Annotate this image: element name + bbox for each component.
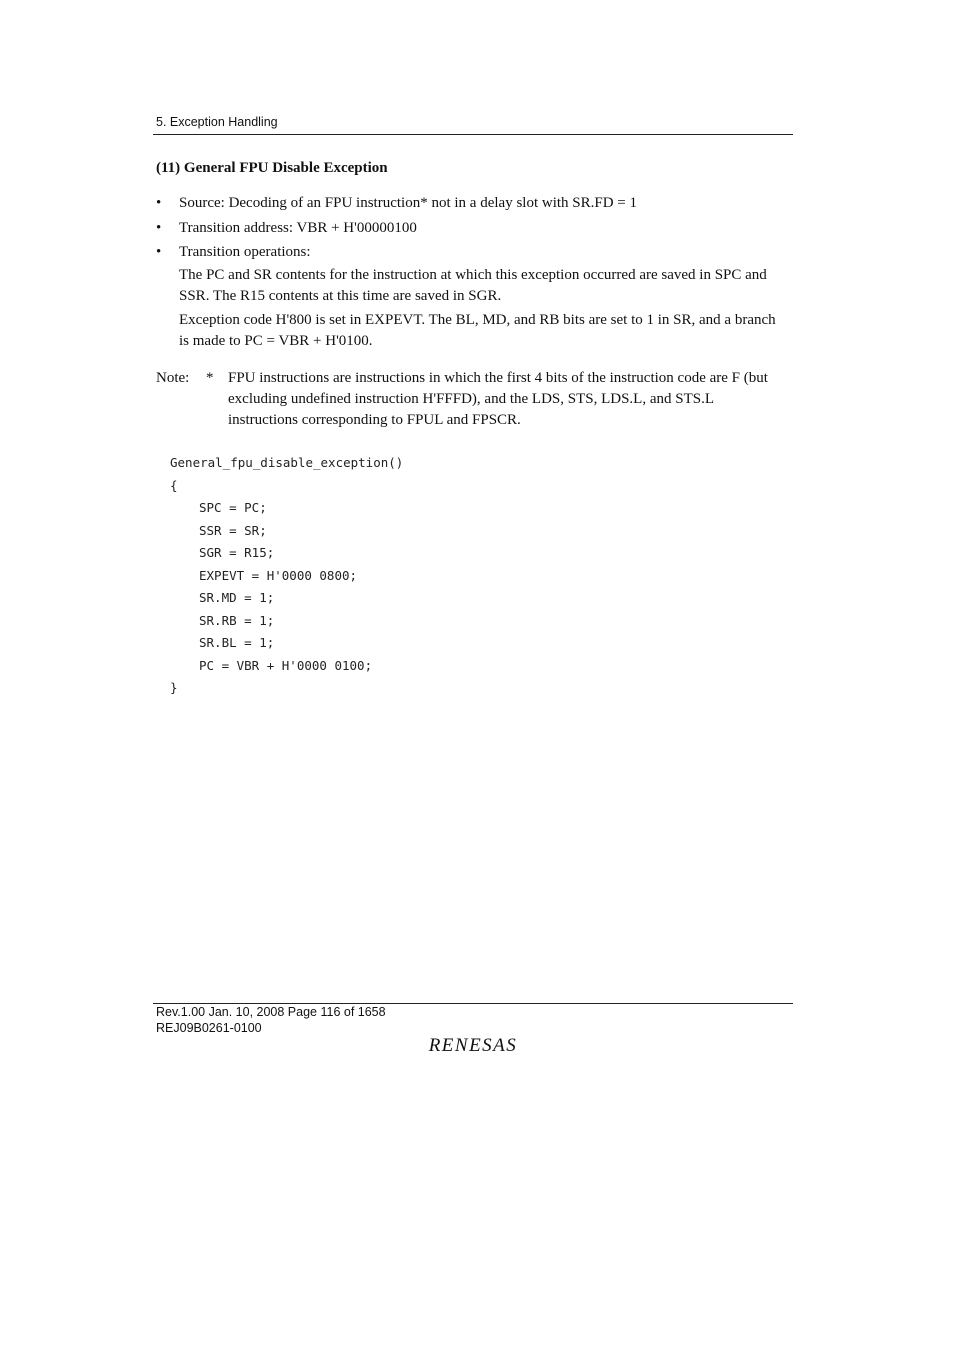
- footnote: [156, 368, 786, 431]
- code-line: EXPEVT = H'0000 0800;: [199, 567, 358, 583]
- bullet-dot: •: [156, 195, 162, 211]
- bullet-dot: •: [156, 244, 162, 260]
- bullet-text: Transition address: VBR + H'00000100: [179, 219, 417, 236]
- code-open-brace: {: [170, 477, 178, 493]
- bullet-transition-operations: [156, 242, 786, 352]
- code-line: SR.RB = 1;: [199, 612, 275, 628]
- bullet-list: [156, 193, 786, 356]
- code-block: [170, 452, 403, 700]
- code-line: SR.MD = 1;: [199, 590, 275, 605]
- bullet-text: Source: Decoding of an FPU instruction* not in a delay slot with SR.FD = 1: [179, 195, 638, 211]
- note-marker: *: [206, 370, 214, 386]
- footer-doc-number: REJ09B0261-0100: [156, 1020, 262, 1035]
- svg-text:RENESAS: RENESAS: [428, 1035, 518, 1056]
- code-line: PC = VBR + H'0000 0100;: [199, 657, 373, 673]
- section-heading: (11) General FPU Disable Exception: [156, 160, 388, 176]
- bullet-source: [156, 193, 786, 214]
- code-line: SGR = R15;: [199, 545, 275, 560]
- footer-revision: Rev.1.00 Jan. 10, 2008 Page 116 of 1658: [156, 1005, 386, 1019]
- bullet-dot: •: [156, 219, 162, 236]
- note-text: FPU instructions are instructions in which the first 4 bits of the instruction code are F (but excluding undefined instruction H'FFFD), and the LDS, STS, LDS.L, and STS.L instructions corresponding to FPUL and FPSCR.: [228, 370, 768, 428]
- code-line: SPC = PC;: [199, 500, 267, 515]
- code-close-brace: }: [170, 680, 178, 695]
- code-line: SSR = SR;: [199, 522, 267, 538]
- renesas-logo: [413, 1034, 533, 1056]
- code-signature: General_fpu_disable_exception(): [170, 455, 404, 470]
- bullet-text: Transition operations:: [179, 244, 311, 260]
- note-label: Note:: [156, 370, 190, 386]
- page-footer: [156, 1005, 386, 1036]
- code-line: SR.BL = 1;: [199, 635, 275, 650]
- header-rule: [153, 134, 793, 135]
- transition-paragraph: The PC and SR contents for the instruction at which this exception occurred are saved in SPC and SSR. The R15 contents at this time are saved in SGR.: [179, 267, 767, 304]
- footer-rule: [153, 1003, 793, 1004]
- bullet-transition-address: [156, 218, 786, 239]
- running-header: 5. Exception Handling: [156, 115, 278, 129]
- transition-paragraph: Exception code H'800 is set in EXPEVT. The BL, MD, and RB bits are set to 1 in SR, and a branch is made to PC = VBR + H'0100.: [179, 312, 776, 349]
